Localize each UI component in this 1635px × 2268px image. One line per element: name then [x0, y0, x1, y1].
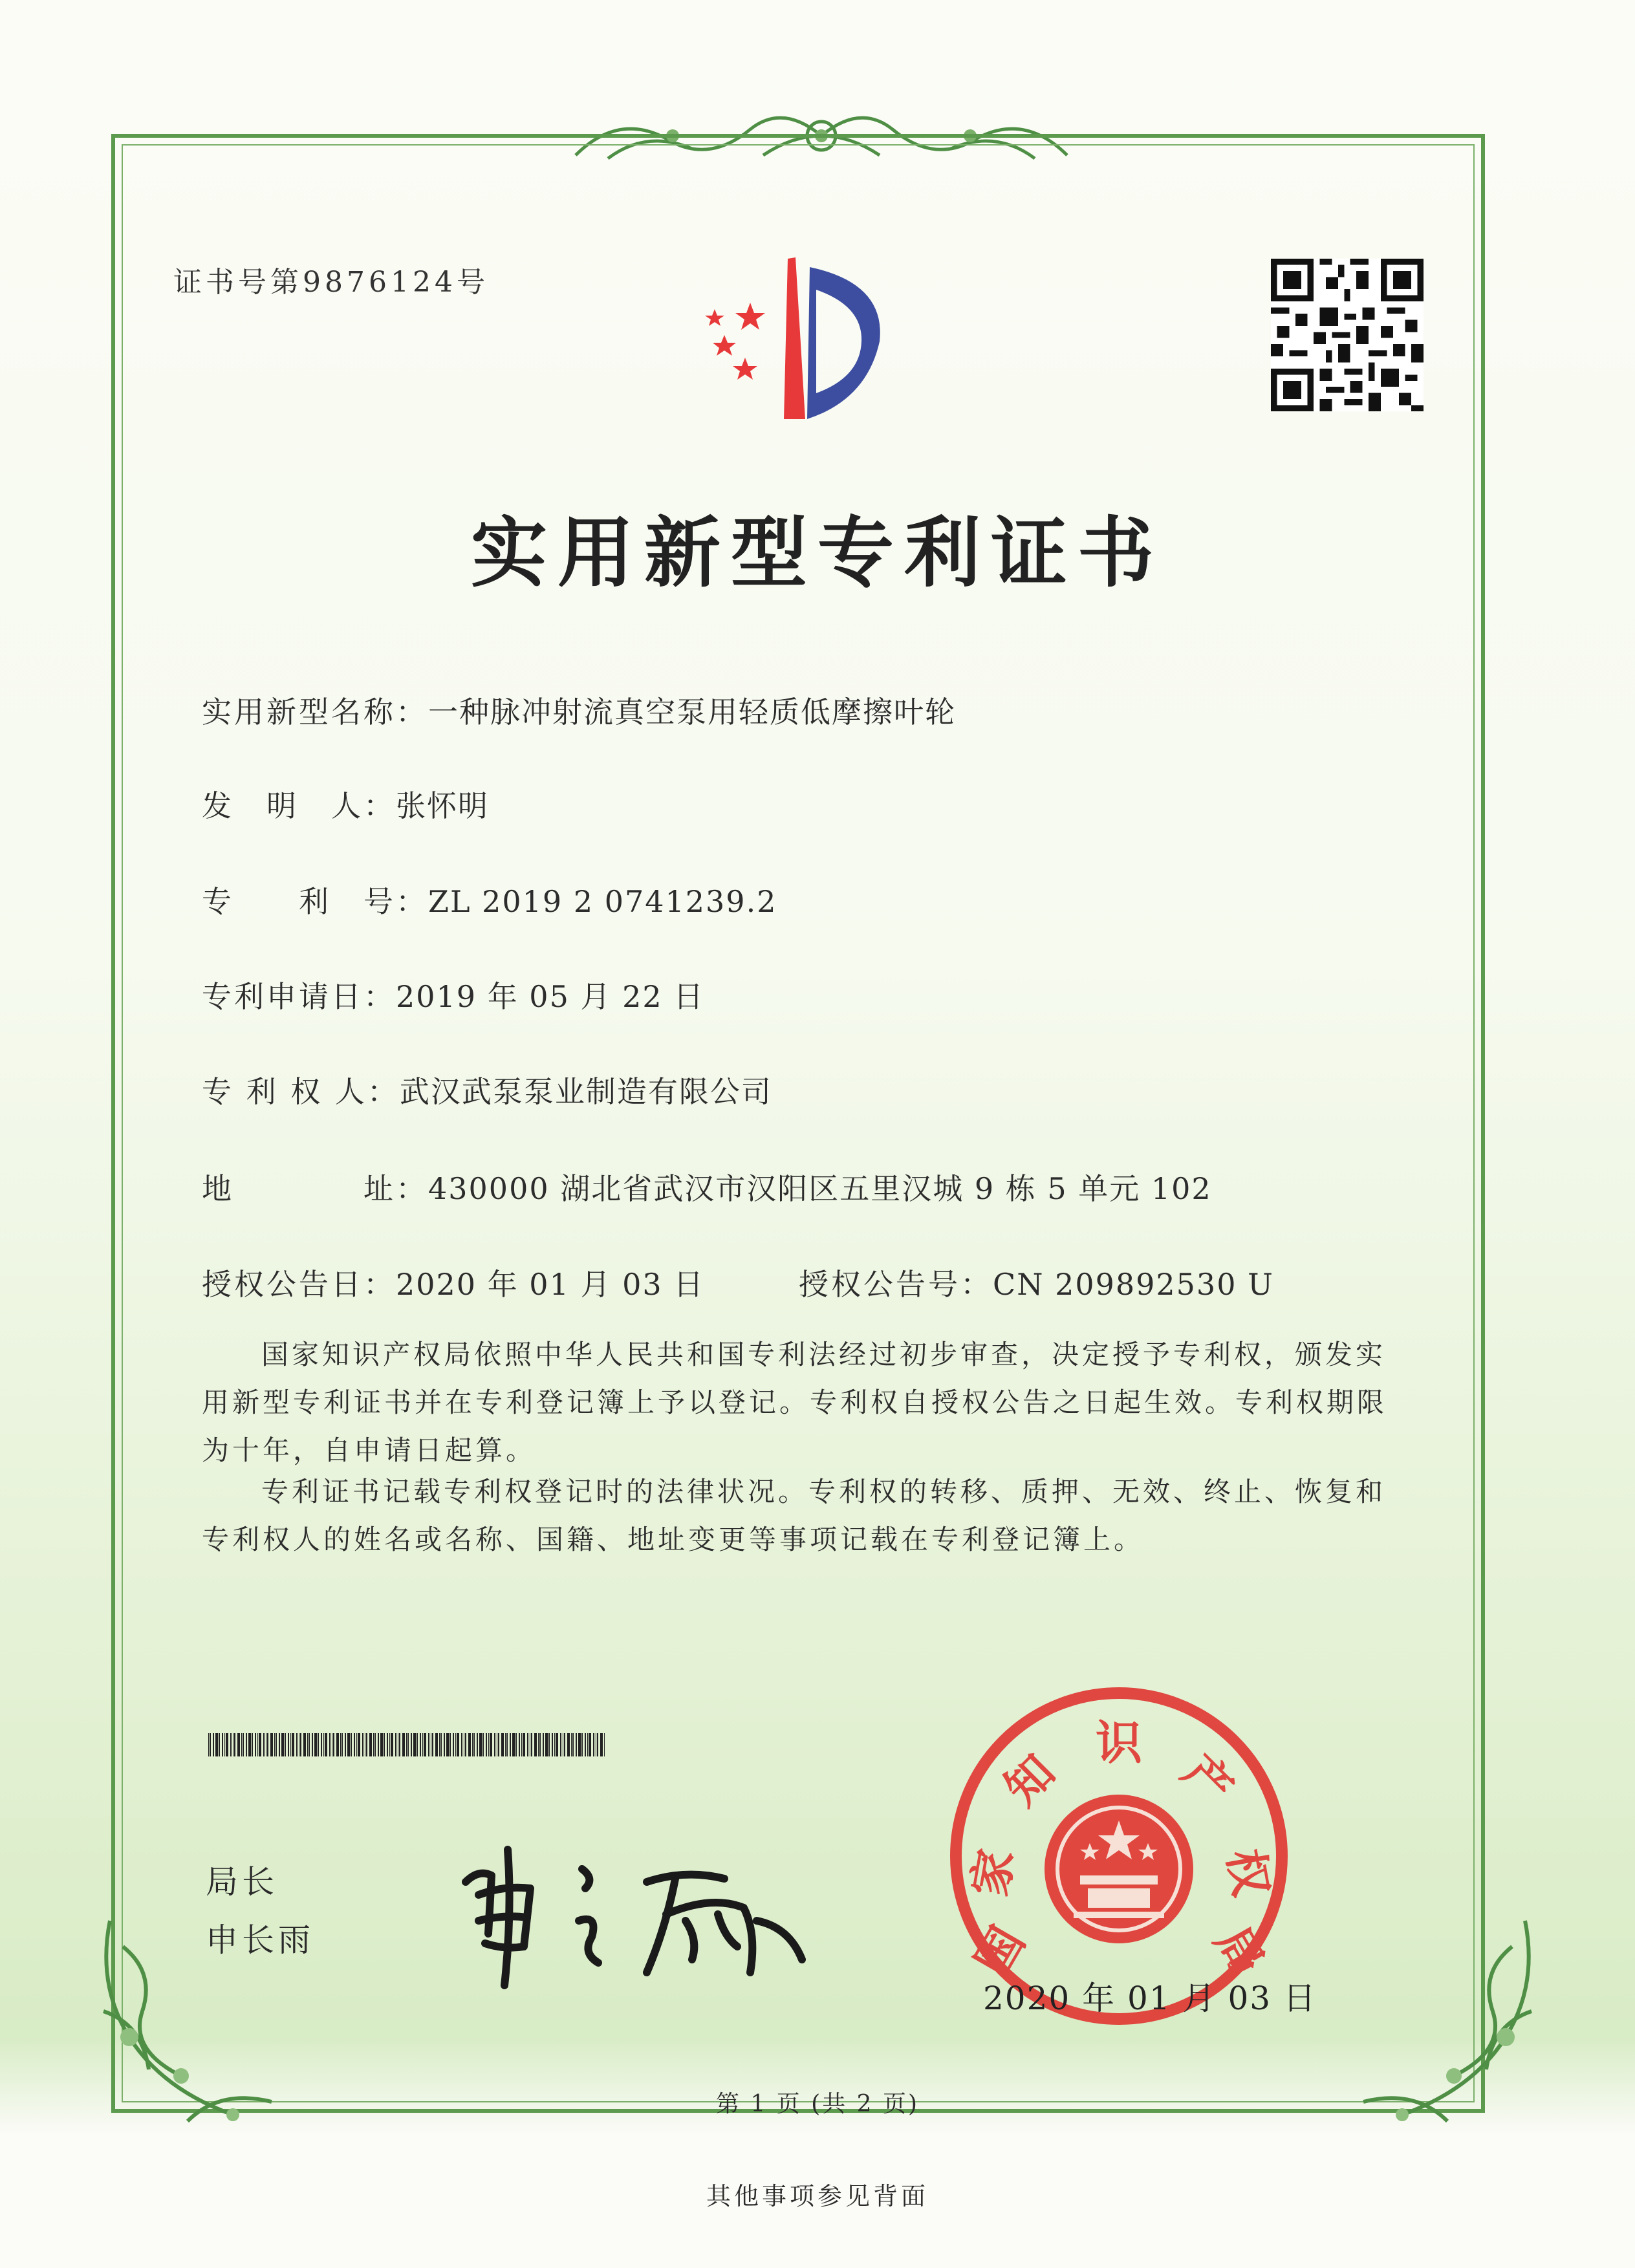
barcode-bar — [585, 1733, 586, 1756]
field-value: CN 209892530 U — [993, 1267, 1274, 1302]
barcode-bar — [243, 1733, 244, 1756]
barcode-bar — [312, 1733, 313, 1756]
barcode-bar — [309, 1733, 310, 1756]
barcode-bar — [589, 1733, 591, 1756]
barcode-bar — [479, 1733, 482, 1756]
barcode-bar — [378, 1733, 379, 1756]
barcode-bar — [413, 1733, 416, 1756]
barcode-bar — [473, 1733, 475, 1756]
barcode-bar — [521, 1733, 522, 1756]
field-label: 专 利 号： — [202, 884, 428, 919]
barcode-bar — [440, 1733, 442, 1756]
barcode-bar — [461, 1733, 462, 1756]
barcode-bar — [374, 1733, 376, 1756]
barcode-bar — [387, 1733, 388, 1756]
barcode-bar — [439, 1733, 440, 1756]
barcode-bar — [407, 1733, 409, 1756]
barcode-bar — [490, 1733, 492, 1756]
barcode-bar — [279, 1733, 280, 1756]
barcode-bar — [215, 1733, 218, 1756]
barcode-bar — [341, 1733, 343, 1756]
barcode-bar — [389, 1733, 390, 1756]
barcode-bar — [354, 1733, 355, 1756]
field-value: 2020 年 01 月 03 日 — [396, 1267, 705, 1302]
barcode-bar — [347, 1733, 350, 1756]
barcode-bar — [593, 1733, 594, 1756]
svg-text:国: 国 — [964, 1917, 1035, 1985]
barcode-bar — [263, 1733, 265, 1756]
body-paragraph-1: 国家知识产权局依照中华人民共和国专利法经过初步审查，决定授予专利权，颁发实用新型专利证书并在专利登记簿上予以登记。专利权自授权公告之日起生效。专利权期限为十年，自申请日起算。 — [202, 1339, 1388, 1466]
certificate-title: 实用新型专利证书 — [470, 508, 1164, 598]
barcode-bar — [527, 1733, 528, 1756]
barcode-bar — [501, 1733, 504, 1756]
field-grant-number — [799, 1261, 1274, 1304]
barcode-bar — [274, 1733, 275, 1756]
barcode-bar — [600, 1733, 603, 1756]
barcode-bar — [406, 1733, 407, 1756]
barcode-bar — [545, 1733, 548, 1756]
barcode-bar — [230, 1733, 232, 1756]
barcode-bar — [255, 1733, 256, 1756]
barcode-bar — [362, 1733, 363, 1756]
barcode-bar — [538, 1733, 539, 1756]
barcode-bar — [571, 1733, 572, 1756]
field-label: 发 明 人： — [202, 788, 396, 823]
barcode-bar — [432, 1733, 433, 1756]
certificate-number: 证书号第9876124号 — [173, 266, 489, 299]
see-reverse-note: 其他事项参见背面 — [706, 2182, 929, 2210]
barcode-bar — [267, 1733, 268, 1756]
barcode-bar — [488, 1733, 489, 1756]
barcode-bar — [402, 1733, 405, 1756]
barcode-bar — [325, 1733, 327, 1756]
barcode-bar — [210, 1733, 211, 1756]
barcode-bar — [241, 1733, 242, 1756]
field-label: 授权公告号： — [799, 1267, 993, 1302]
barcode-bar — [420, 1733, 421, 1756]
field-address — [202, 1165, 1212, 1208]
barcode-bar — [351, 1733, 352, 1756]
barcode-bar — [285, 1733, 286, 1756]
barcode-bar — [307, 1733, 308, 1756]
barcode-bar — [411, 1733, 412, 1756]
qr-code — [1271, 259, 1424, 411]
svg-text:家: 家 — [962, 1844, 1024, 1901]
barcode-bar — [226, 1733, 228, 1756]
barcode-bar — [358, 1733, 360, 1756]
field-value: 张怀明 — [396, 788, 489, 823]
field-inventor — [202, 783, 489, 825]
svg-text:权: 权 — [1217, 1844, 1279, 1901]
barcode-bar — [384, 1733, 385, 1756]
field-value: 430000 湖北省武汉市汉阳区五里汉城 9 栋 5 单元 102 — [428, 1171, 1212, 1206]
page-number: 第 1 页 (共 2 页) — [715, 2091, 920, 2117]
barcode-bar — [505, 1733, 506, 1756]
svg-text:局: 局 — [1204, 1917, 1275, 1985]
barcode-bar — [281, 1733, 284, 1756]
barcode-bar — [552, 1733, 553, 1756]
barcode-bar — [369, 1733, 372, 1756]
barcode-bar — [556, 1733, 558, 1756]
barcode-bar — [486, 1733, 487, 1756]
barcode-bar — [276, 1733, 277, 1756]
field-label: 地 址： — [202, 1171, 428, 1206]
barcode-bar — [428, 1733, 429, 1756]
barcode-bar — [292, 1733, 294, 1756]
barcode-bar — [512, 1733, 515, 1756]
field-label: 授权公告日： — [202, 1267, 396, 1302]
barcode-bar — [543, 1733, 544, 1756]
barcode-bar — [449, 1733, 451, 1756]
barcode-bar — [356, 1733, 357, 1756]
barcode-bar — [578, 1733, 581, 1756]
barcode-bar — [288, 1733, 289, 1756]
barcode-bar — [572, 1733, 574, 1756]
barcode-bar — [303, 1733, 306, 1756]
field-patent-number — [202, 878, 777, 921]
barcode-bar — [222, 1733, 223, 1756]
barcode-bar — [597, 1733, 598, 1756]
barcode-bar — [465, 1733, 466, 1756]
field-value: 武汉武泵泵业制造有限公司 — [399, 1074, 772, 1109]
barcode-bar — [515, 1733, 517, 1756]
barcode-bar — [422, 1733, 423, 1756]
barcode-bar — [494, 1733, 495, 1756]
barcode-bar — [446, 1733, 449, 1756]
barcode-bar — [435, 1733, 438, 1756]
field-filing-date — [202, 973, 704, 1016]
barcode-bar — [259, 1733, 261, 1756]
barcode-bar — [519, 1733, 520, 1756]
barcode-bar — [506, 1733, 508, 1756]
barcode-bar — [564, 1733, 565, 1756]
barcode-bar — [345, 1733, 346, 1756]
barcode-bar — [234, 1733, 235, 1756]
barcode-bar — [444, 1733, 445, 1756]
field-patentee — [202, 1068, 772, 1111]
barcode-bar — [510, 1733, 511, 1756]
seal-date: 2020 年 01 月 03 日 — [983, 1980, 1317, 2017]
barcode-bar — [531, 1733, 532, 1756]
barcode — [208, 1733, 608, 1756]
field-value: 2019 年 05 月 22 日 — [396, 979, 705, 1014]
director-title: 局长 — [206, 1863, 278, 1901]
barcode-bar — [314, 1733, 317, 1756]
barcode-bar — [300, 1733, 301, 1756]
svg-text:识: 识 — [1095, 1716, 1143, 1770]
body-paragraph-2: 专利证书记载专利权登记时的法律状况。专利权的转移、质押、无效、终止、恢复和专利权人的姓名或名称、国籍、地址变更等事项记载在专利登记簿上。 — [202, 1476, 1387, 1555]
field-label: 实用新型名称： — [202, 695, 428, 729]
barcode-bar — [498, 1733, 499, 1756]
barcode-bar — [391, 1733, 393, 1756]
barcode-bar — [468, 1733, 471, 1756]
barcode-bar — [539, 1733, 541, 1756]
barcode-bar — [567, 1733, 570, 1756]
barcode-bar — [219, 1733, 220, 1756]
barcode-bar — [587, 1733, 588, 1756]
barcode-bar — [321, 1733, 322, 1756]
barcode-bar — [399, 1733, 400, 1756]
barcode-bar — [336, 1733, 339, 1756]
barcode-bar — [380, 1733, 383, 1756]
barcode-bar — [340, 1733, 341, 1756]
barcode-bar — [395, 1733, 396, 1756]
barcode-bar — [246, 1733, 247, 1756]
barcode-bar — [523, 1733, 525, 1756]
field-grant-date — [202, 1261, 704, 1304]
barcode-bar — [333, 1733, 334, 1756]
barcode-bar — [323, 1733, 324, 1756]
barcode-bar — [455, 1733, 456, 1756]
barcode-bar — [453, 1733, 454, 1756]
barcode-bar — [417, 1733, 418, 1756]
barcode-bar — [208, 1733, 209, 1756]
barcode-bar — [548, 1733, 550, 1756]
barcode-bar — [457, 1733, 459, 1756]
barcode-bar — [237, 1733, 240, 1756]
director-name: 申长雨 — [206, 1921, 314, 1959]
barcode-bar — [576, 1733, 577, 1756]
field-label: 专利申请日： — [202, 979, 396, 1014]
barcode-bar — [482, 1733, 484, 1756]
svg-text:知: 知 — [994, 1744, 1066, 1816]
barcode-bar — [477, 1733, 478, 1756]
barcode-bar — [581, 1733, 583, 1756]
barcode-bar — [318, 1733, 319, 1756]
barcode-bar — [424, 1733, 426, 1756]
barcode-bar — [604, 1733, 605, 1756]
field-value: ZL 2019 2 0741239.2 — [428, 884, 777, 919]
field-label: 专 利 权 人： — [202, 1074, 400, 1109]
barcode-bar — [270, 1733, 273, 1756]
field-model-name — [202, 689, 956, 731]
barcode-bar — [224, 1733, 225, 1756]
barcode-bar — [472, 1733, 473, 1756]
barcode-bar — [366, 1733, 367, 1756]
barcode-bar — [213, 1733, 214, 1756]
barcode-bar — [329, 1733, 330, 1756]
barcode-bar — [373, 1733, 374, 1756]
director-signature — [453, 1824, 815, 1992]
barcode-bar — [252, 1733, 253, 1756]
barcode-bar — [560, 1733, 561, 1756]
barcode-bar — [554, 1733, 555, 1756]
barcode-bar — [290, 1733, 291, 1756]
barcode-bar — [248, 1733, 251, 1756]
barcode-bar — [534, 1733, 537, 1756]
barcode-bar — [296, 1733, 298, 1756]
patent-office-emblem — [673, 244, 931, 438]
field-value: 一种脉冲射流真空泵用轻质低摩擦叶轮 — [428, 695, 956, 729]
barcode-bar — [257, 1733, 258, 1756]
svg-text:产: 产 — [1172, 1744, 1244, 1816]
